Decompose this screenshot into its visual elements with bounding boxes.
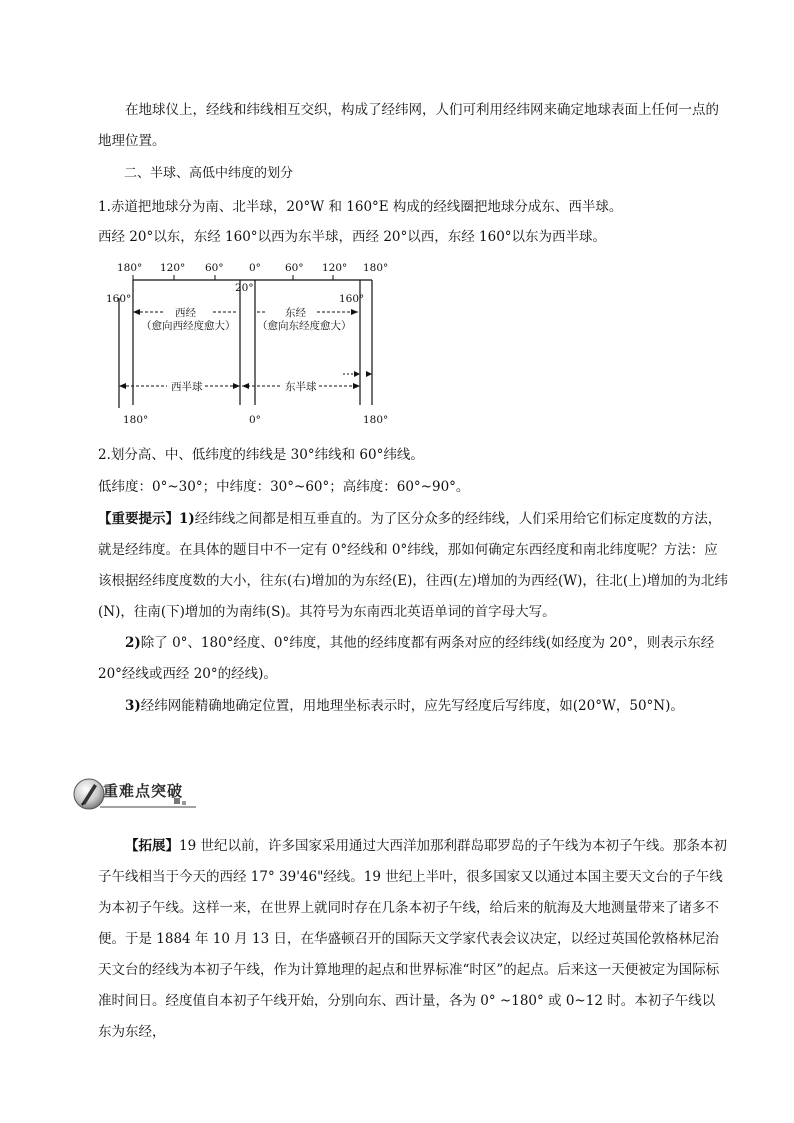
- diagram-west-hemisphere: 西半球: [171, 381, 203, 393]
- diagram-top-label: 0°: [249, 262, 261, 274]
- diagram-top-label: 180°: [117, 262, 143, 274]
- diagram-top-label: 60°: [285, 262, 304, 274]
- diagram-west-note: （愈向西经度愈大）: [141, 320, 236, 332]
- section-heading: 二、半球、高低中纬度的划分: [124, 166, 294, 181]
- tip-paragraph-1: [98, 504, 728, 628]
- diagram-label-160-right: 160°: [339, 293, 365, 305]
- expand-paragraph: [98, 831, 728, 1048]
- intro-paragraph-line1: 在地球仪上，经线和纬线相互交织，构成了经纬网，人们可利用经纬网来确定地球表面上任何一点的: [125, 102, 719, 118]
- intro-paragraph-line2: 地理位置。: [98, 133, 166, 149]
- diagram-west-title: 西经: [175, 307, 196, 319]
- diagram-east-title: 东经: [285, 307, 306, 319]
- diagram-east-hemisphere: 东半球: [285, 381, 317, 393]
- section-item-1: 1.赤道把地球分为南、北半球，20°W 和 160°E 构成的经线圈把地球分成东、西半球。: [98, 199, 623, 215]
- section-item-1b: 西经 20°以东，东经 160°以西为东半球，西经 20°以西，东经 160°以东为西半球。: [98, 229, 607, 245]
- diagram-label-20: 20°: [235, 282, 254, 294]
- diagram-east-note: （愈向东经度愈大）: [257, 320, 352, 332]
- diagram-top-label: 60°: [205, 262, 224, 274]
- tip-num-3: 3): [125, 698, 141, 714]
- diagram-bottom-label: 0°: [249, 414, 261, 426]
- tip-paragraph-3: [98, 691, 728, 722]
- diagram-bottom-label: 180°: [123, 414, 149, 426]
- tip-label: 【重要提示】: [98, 511, 179, 527]
- diagram-bottom-label: 180°: [363, 414, 389, 426]
- diagram-label-160-left: 160°: [106, 293, 132, 305]
- section-item-2b: 低纬度：0°~30°；中纬度：30°~60°；高纬度：60°~90°。: [98, 479, 470, 495]
- tip-text-2: 除了 0°、180°经度、0°纬度，其他的经纬度都有两条对应的经纬线(如经度为 20°，则表示东经 20°经线或西经 20°的经线)。: [98, 635, 715, 682]
- tip-num-2: 2): [125, 635, 141, 651]
- tip-num-1: 1): [179, 511, 195, 527]
- tip-text-3: 经纬网能精确地确定位置，用地理坐标表示时，应先写经度后写纬度，如(20°W，50°N)。: [140, 698, 684, 714]
- section-banner-title: 重难点突破: [103, 782, 184, 800]
- tip-text-1: 经纬线之间都是相互垂直的。为了区分众多的经纬线，人们采用给它们标定度数的方法，就是经纬度。在具体的题目中不一定有 0°经线和 0°纬线，那如何确定东西经度和南北纬度呢？方法：应该根据经纬度度数的大小，往东(右)增加的为东经(E)，往西(左)增加的为西经(W)，往北(上)增加的为北纬(N)，往南(下)增加的为南纬(S)。其符号为东南西北英语单词的首字母大写。: [98, 511, 728, 620]
- expand-text: 19 世纪以前，许多国家采用通过大西洋加那利群岛耶罗岛的子午线为本初子午线。那条本初子午线相当于今天的西经 17° 39'46"经线。19 世纪上半叶，很多国家又以通过本国主要天文台的子午线为本初子午线。这样一来，在世界上就同时存在几条本初子午线，给后来的航海及大地测量带来了诸多不便。于是 1884 年 10 月 13 日，在华盛顿召开的国际天文学家代表会议决定，以经过英国伦敦格林尼治天文台的经线为本初子午线，作为计算地理的起点和世界标准“时区”的起点。后来这一天便被定为国际标准时间日。经度值自本初子午线开始，分别向东、西计量，各为 0° ~180° 或 0~12 时。本初子午线以东为东经，: [98, 838, 727, 1040]
- diagram-top-label: 120°: [160, 262, 186, 274]
- hemisphere-diagram: [105, 258, 395, 430]
- tip-paragraph-2: [98, 628, 728, 690]
- diagram-top-label: 120°: [322, 262, 348, 274]
- expand-label: 【拓展】: [125, 838, 179, 854]
- section-item-2: 2.划分高、中、低纬度的纬线是 30°纬线和 60°纬线。: [98, 447, 424, 463]
- diagram-top-label: 180°: [363, 262, 389, 274]
